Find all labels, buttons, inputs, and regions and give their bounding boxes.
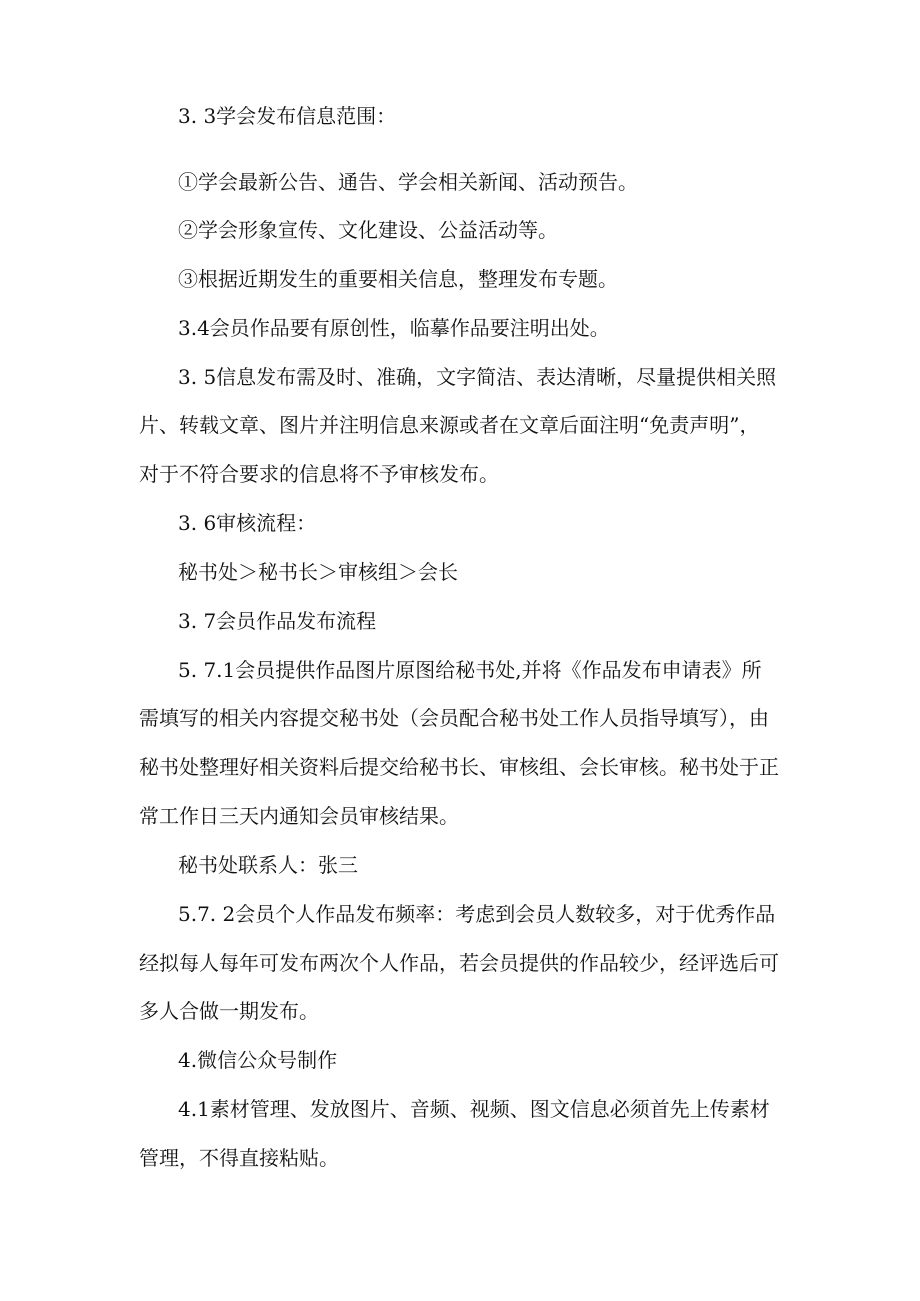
section-4-heading: 4.微信公众号制作 <box>178 1048 338 1072</box>
section-5-7-2-line-1: 5.7. 2会员个人作品发布频率：考虑到会员人数较多，对于优秀作品 <box>178 902 776 926</box>
section-5-7-1-line-3: 秘书处整理好相关资料后提交给秘书长、审核组、会长审核。秘书处于正 <box>139 755 779 779</box>
section-4-1-line-2: 管理，不得直接粘贴。 <box>139 1146 339 1170</box>
section-3-5-line-1: 3. 5信息发布需及时、准确，文字简洁、表达清晰，尽量提供相关照 <box>178 365 777 389</box>
section-3-7-heading: 3. 7会员作品发布流程 <box>178 609 377 633</box>
section-5-7-2-line-2: 经拟每人每年可发布两次个人作品，若会员提供的作品较少，经评选后可 <box>139 951 779 975</box>
scope-item-3: ③根据近期发生的重要相关信息，整理发布专题。 <box>178 267 618 291</box>
section-5-7-1-line-4: 常工作日三天内通知会员审核结果。 <box>139 804 459 828</box>
section-3-4-paragraph: 3.4会员作品要有原创性，临摹作品要注明出处。 <box>178 316 610 340</box>
section-3-5-line-3: 对于不符合要求的信息将不予审核发布。 <box>139 462 499 486</box>
section-3-6-heading: 3. 6审核流程： <box>178 511 317 535</box>
section-3-3-heading: 3. 3学会发布信息范围： <box>178 104 397 128</box>
section-5-7-1-line-1: 5. 7.1会员提供作品图片原图给秘书处,并将《作品发布申请表》所 <box>178 658 762 682</box>
section-4-1-line-1: 4.1素材管理、发放图片、音频、视频、图文信息必须首先上传素材 <box>178 1097 770 1121</box>
section-3-5-line-2: 片、转载文章、图片并注明信息来源或者在文章后面注明“免责声明”， <box>139 413 760 437</box>
scope-item-2: ②学会形象宣传、文化建设、公益活动等。 <box>178 218 558 242</box>
scope-item-1: ①学会最新公告、通告、学会相关新闻、活动预告。 <box>178 170 638 194</box>
section-5-7-1-line-2: 需填写的相关内容提交秘书处（会员配合秘书处工作人员指导填写），由 <box>139 706 769 730</box>
contact-person: 秘书处联系人：张三 <box>178 853 358 877</box>
review-flow: 秘书处＞秘书长＞审核组＞会长 <box>178 560 458 584</box>
section-5-7-2-line-3: 多人合做一期发布。 <box>139 999 319 1023</box>
